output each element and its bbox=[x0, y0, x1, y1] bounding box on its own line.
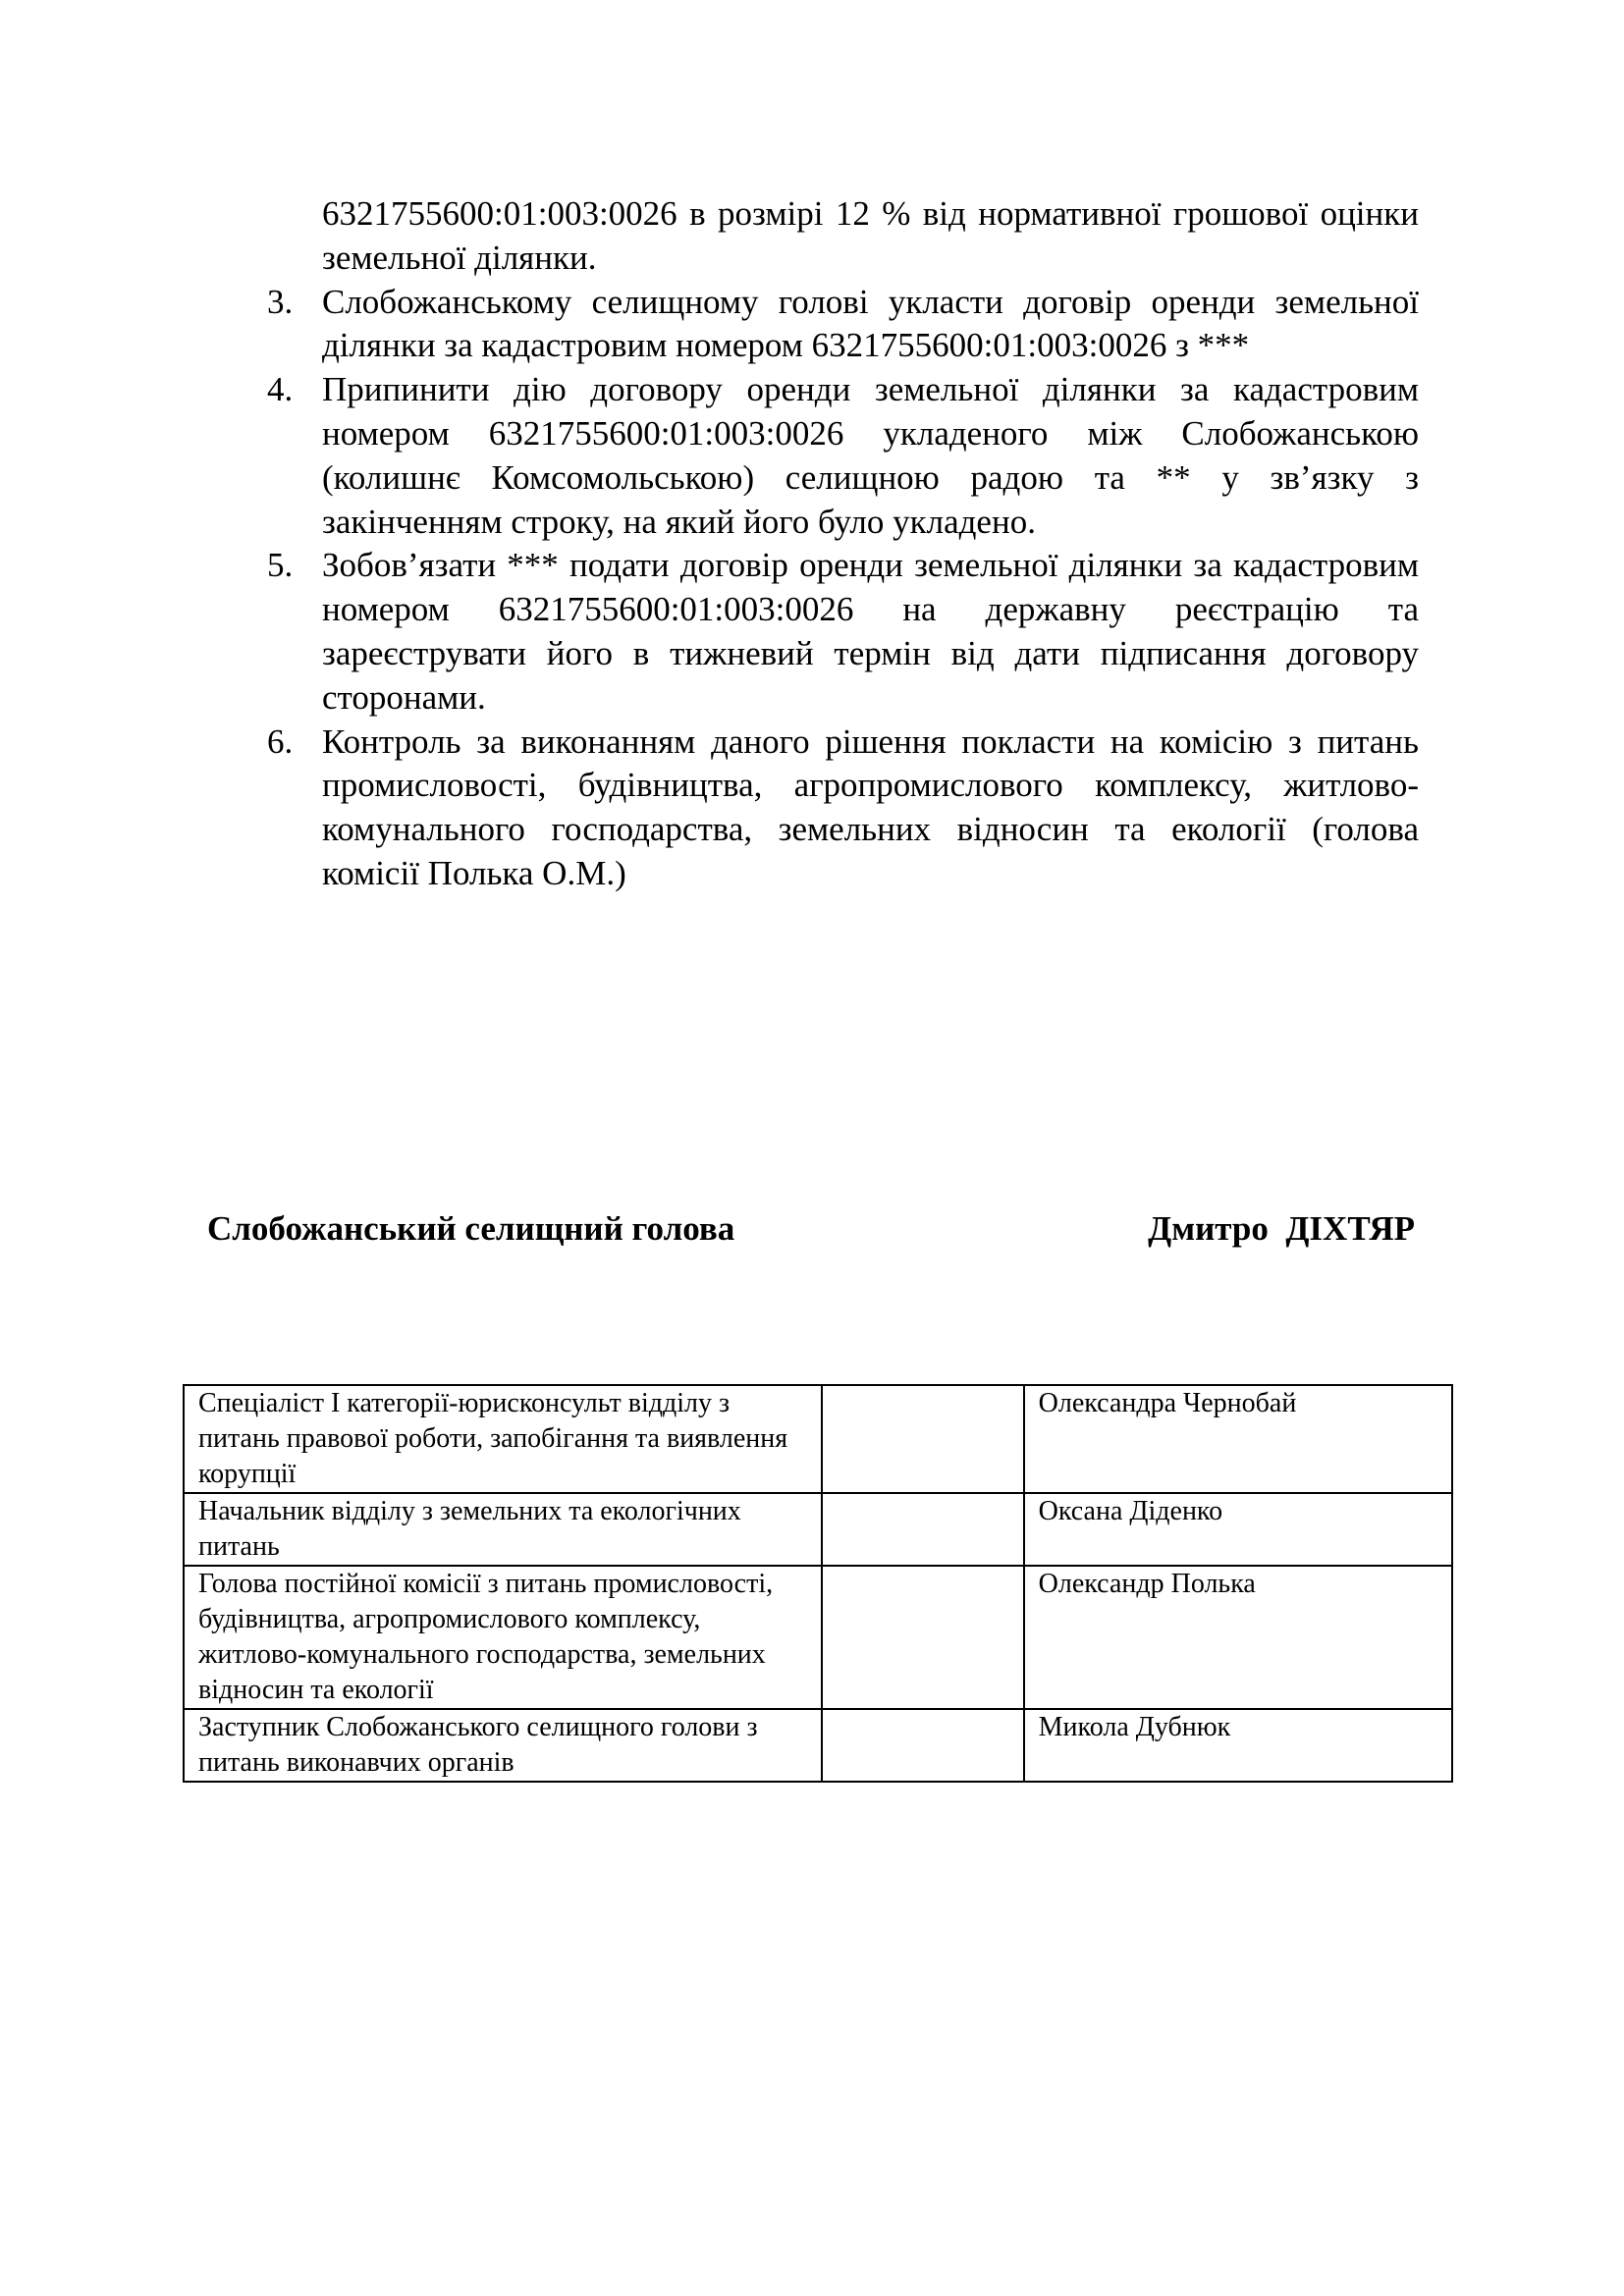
table-row bbox=[184, 1709, 1452, 1782]
list-item bbox=[267, 544, 1419, 720]
approver-signature bbox=[822, 1493, 1024, 1566]
list-item-text: Припинити дію договору оренди земельної ділянки за кадастровим номером 6321755600:01:003:0026 укладеного між Слобожанською (колишнє Комсомольською) селищною радою та ** у зв’язку з закінченням строку, на який його було укладено. bbox=[322, 370, 1419, 541]
list-item-text: Слобожанському селищному голові укласти договір оренди земельної ділянки за кадастровим номером 6321755600:01:003:0026 з *** bbox=[322, 282, 1419, 365]
list-item-text: Контроль за виконанням даного рішення покласти на комісію з питань промисловості, будівництва, агропромислового комплексу, житлово-комунального господарства, земельних відносин та екології (голова комісії Полька О.М.) bbox=[322, 721, 1419, 892]
approver-position: Спеціаліст І категорії-юрисконсульт відділу з питань правової роботи, запобігання та виявлення корупції bbox=[184, 1385, 822, 1493]
table-row bbox=[184, 1566, 1452, 1709]
approver-name: Олександр Полька bbox=[1024, 1566, 1452, 1709]
list-item-number: 4. bbox=[267, 370, 294, 409]
approver-name: Оксана Діденко bbox=[1024, 1493, 1452, 1566]
approver-position: Начальник відділу з земельних та екологічних питань bbox=[184, 1493, 822, 1566]
approver-signature bbox=[822, 1385, 1024, 1493]
approver-signature bbox=[822, 1709, 1024, 1782]
list-item bbox=[267, 281, 1419, 369]
table-row bbox=[184, 1493, 1452, 1566]
approval-table bbox=[183, 1384, 1453, 1783]
approver-position: Голова постійної комісії з питань промисловості, будівництва, агропромислового комплексу, житлово-комунального господарства, земельних відносин та екології bbox=[184, 1566, 822, 1709]
table-row bbox=[184, 1385, 1452, 1493]
list-item-number: 5. bbox=[267, 546, 294, 585]
approver-name: Олександра Чернобай bbox=[1024, 1385, 1452, 1493]
decision-body bbox=[267, 192, 1419, 896]
signature-block bbox=[207, 1209, 1415, 1255]
list-item-number: 3. bbox=[267, 282, 294, 321]
list-item bbox=[267, 368, 1419, 544]
continuation-paragraph: 6321755600:01:003:0026 в розмірі 12 % від нормативної грошової оцінки земельної ділянки. bbox=[322, 194, 1419, 277]
list-item-number: 6. bbox=[267, 721, 294, 761]
approver-signature bbox=[822, 1566, 1024, 1709]
signatory-title: Слобожанський селищний голова bbox=[207, 1209, 735, 1248]
list-item-text: Зобов’язати *** подати договір оренди земельної ділянки за кадастровим номером 6321755600:01:003:0026 на державну реєстрацію та зареєструвати його в тижневий термін від дати підписання договору сторонами. bbox=[322, 546, 1419, 717]
signatory-name: Дмитро ДІХТЯР bbox=[1148, 1209, 1415, 1248]
approver-position: Заступник Слобожанського селищного голови з питань виконавчих органів bbox=[184, 1709, 822, 1782]
list-item bbox=[267, 721, 1419, 896]
approver-name: Микола Дубнюк bbox=[1024, 1709, 1452, 1782]
